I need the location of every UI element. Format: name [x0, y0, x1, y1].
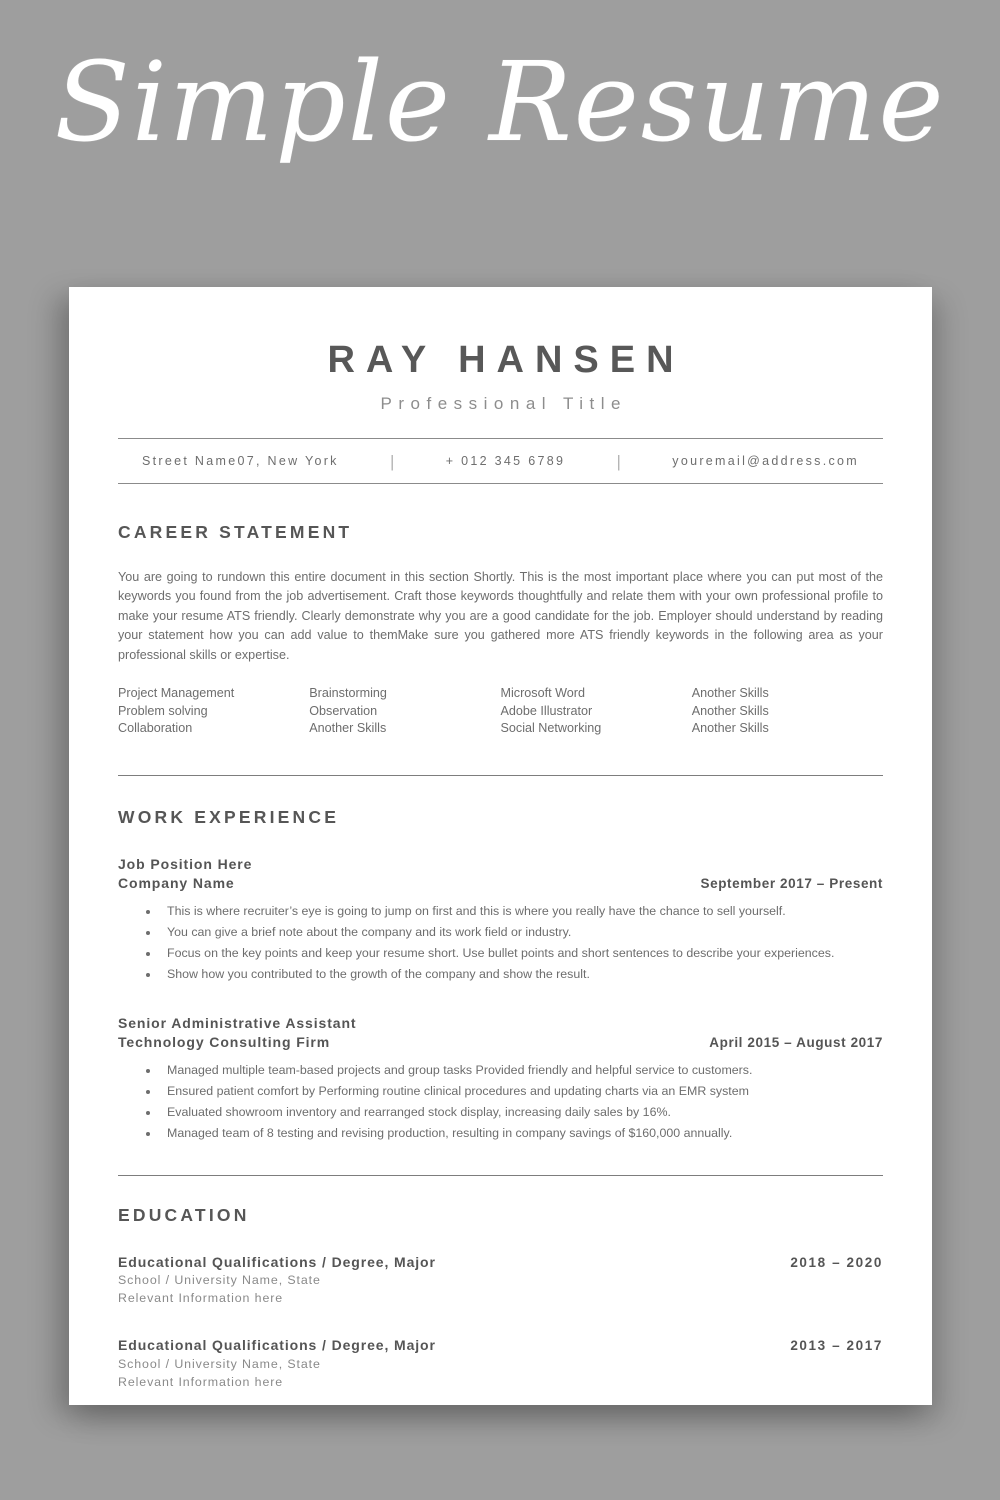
- job-bullet: You can give a brief note about the company and its work field or industry.: [118, 922, 883, 943]
- resume-content: [118, 287, 883, 1405]
- job-company: Technology Consulting Firm: [118, 1034, 331, 1051]
- skill-item: Problem solving: [118, 703, 208, 718]
- contact-strip: [118, 438, 883, 484]
- job-bullet: This is where recruiter’s eye is going to jump on first and this is where you really have the chance to sell yourself.: [118, 901, 883, 922]
- job-dates: September 2017 – Present: [700, 875, 883, 891]
- job-position: Senior Administrative Assistant: [118, 1015, 357, 1032]
- section-work-experience: [118, 806, 883, 1145]
- job-bullet: Show how you contributed to the growth of the company and show the result.: [118, 964, 883, 985]
- candidate-name: RAY HANSEN: [327, 339, 685, 381]
- job-meta-row: [118, 1033, 883, 1052]
- education-years: 2013 – 2017: [790, 1338, 883, 1354]
- contact-row: [118, 439, 883, 483]
- education-years: 2018 – 2020: [790, 1254, 883, 1270]
- education-school: School / University Name, State: [118, 1273, 321, 1288]
- education-meta-row: [118, 1253, 883, 1273]
- work-section-title: WORK EXPERIENCE: [118, 806, 340, 827]
- education-school: School / University Name, State: [118, 1356, 321, 1371]
- job-bullet: Evaluated showroom inventory and rearranged stock display, increasing daily sales by 16%.: [118, 1102, 883, 1123]
- skill-item: Social Networking: [500, 721, 602, 736]
- skill-item: Another Skills: [691, 721, 769, 736]
- skill-item: Another Skills: [309, 721, 387, 736]
- skill-item: Collaboration: [118, 721, 193, 736]
- work-entry: [118, 1014, 883, 1144]
- work-entry: [118, 855, 883, 985]
- education-degree: Educational Qualifications / Degree, Major: [118, 1253, 436, 1270]
- contact-divider-icon: |: [616, 451, 621, 471]
- contact-rule-bottom: [118, 483, 883, 484]
- job-bullet-list: [118, 1060, 883, 1144]
- skill-item: Brainstorming: [309, 686, 387, 701]
- candidate-subtitle: Professional Title: [380, 394, 627, 413]
- career-section-title: CAREER STATEMENT: [118, 522, 353, 542]
- job-bullet-list: [118, 901, 883, 985]
- job-bullet: Focus on the key points and keep your resume short. Use bullet points and short sentences to describe your experiences.: [118, 943, 883, 964]
- section-career-statement: [118, 524, 883, 738]
- education-degree: Educational Qualifications / Degree, Major: [118, 1337, 436, 1354]
- education-entry: [118, 1336, 883, 1392]
- section-divider: [118, 775, 883, 776]
- skill-item: Another Skills: [691, 703, 769, 718]
- education-meta-row: [118, 1336, 883, 1356]
- section-education: [118, 1207, 883, 1392]
- education-section-title: EDUCATION: [118, 1205, 250, 1226]
- career-paragraph: You are going to rundown this entire document in this section Shortly. This is the most important place where you can put most of the keywords you found from the job advertisement. Craft those keywords thoughtfully and relate them with your own professional profile to make your resume ATS friendly. Clearly demonstrate why you are a good candidate for the job. Employer should understand by reading your statement how you can add value to themMake sure you gathered more ATS friendly keywords in the following area as your professional skills or expertise.: [118, 569, 883, 662]
- skill-item: Microsoft Word: [500, 686, 585, 701]
- skills-grid: [118, 685, 883, 738]
- skill-item: Another Skills: [691, 686, 769, 701]
- education-info: Relevant Information here: [118, 1374, 284, 1389]
- skill-item: Observation: [309, 703, 378, 718]
- job-meta-row: [118, 874, 883, 893]
- education-entry: [118, 1253, 883, 1309]
- contact-address: Street Name07, New York: [142, 454, 339, 468]
- promo-headline: Simple Resume: [54, 38, 946, 166]
- skill-item: Adobe Illustrator: [500, 703, 593, 718]
- education-info: Relevant Information here: [118, 1291, 284, 1306]
- job-bullet: Ensured patient comfort by Performing routine clinical procedures and updating charts via an EMR system: [118, 1081, 883, 1102]
- resume-card: [69, 287, 932, 1405]
- job-position: Job Position Here: [118, 856, 253, 873]
- skill-item: Project Management: [118, 686, 235, 701]
- contact-phone[interactable]: + 012 345 6789: [445, 454, 566, 468]
- section-divider: [118, 1175, 883, 1176]
- contact-email[interactable]: youremail@address.com: [672, 454, 859, 468]
- job-company: Company Name: [118, 874, 235, 891]
- job-bullet: Managed team of 8 testing and revising production, resulting in company savings of $160,000 annually.: [118, 1123, 883, 1144]
- job-bullet: Managed multiple team-based projects and group tasks Provided friendly and helpful service to customers.: [118, 1060, 883, 1081]
- contact-divider-icon: |: [390, 451, 395, 471]
- job-dates: April 2015 – August 2017: [709, 1035, 883, 1051]
